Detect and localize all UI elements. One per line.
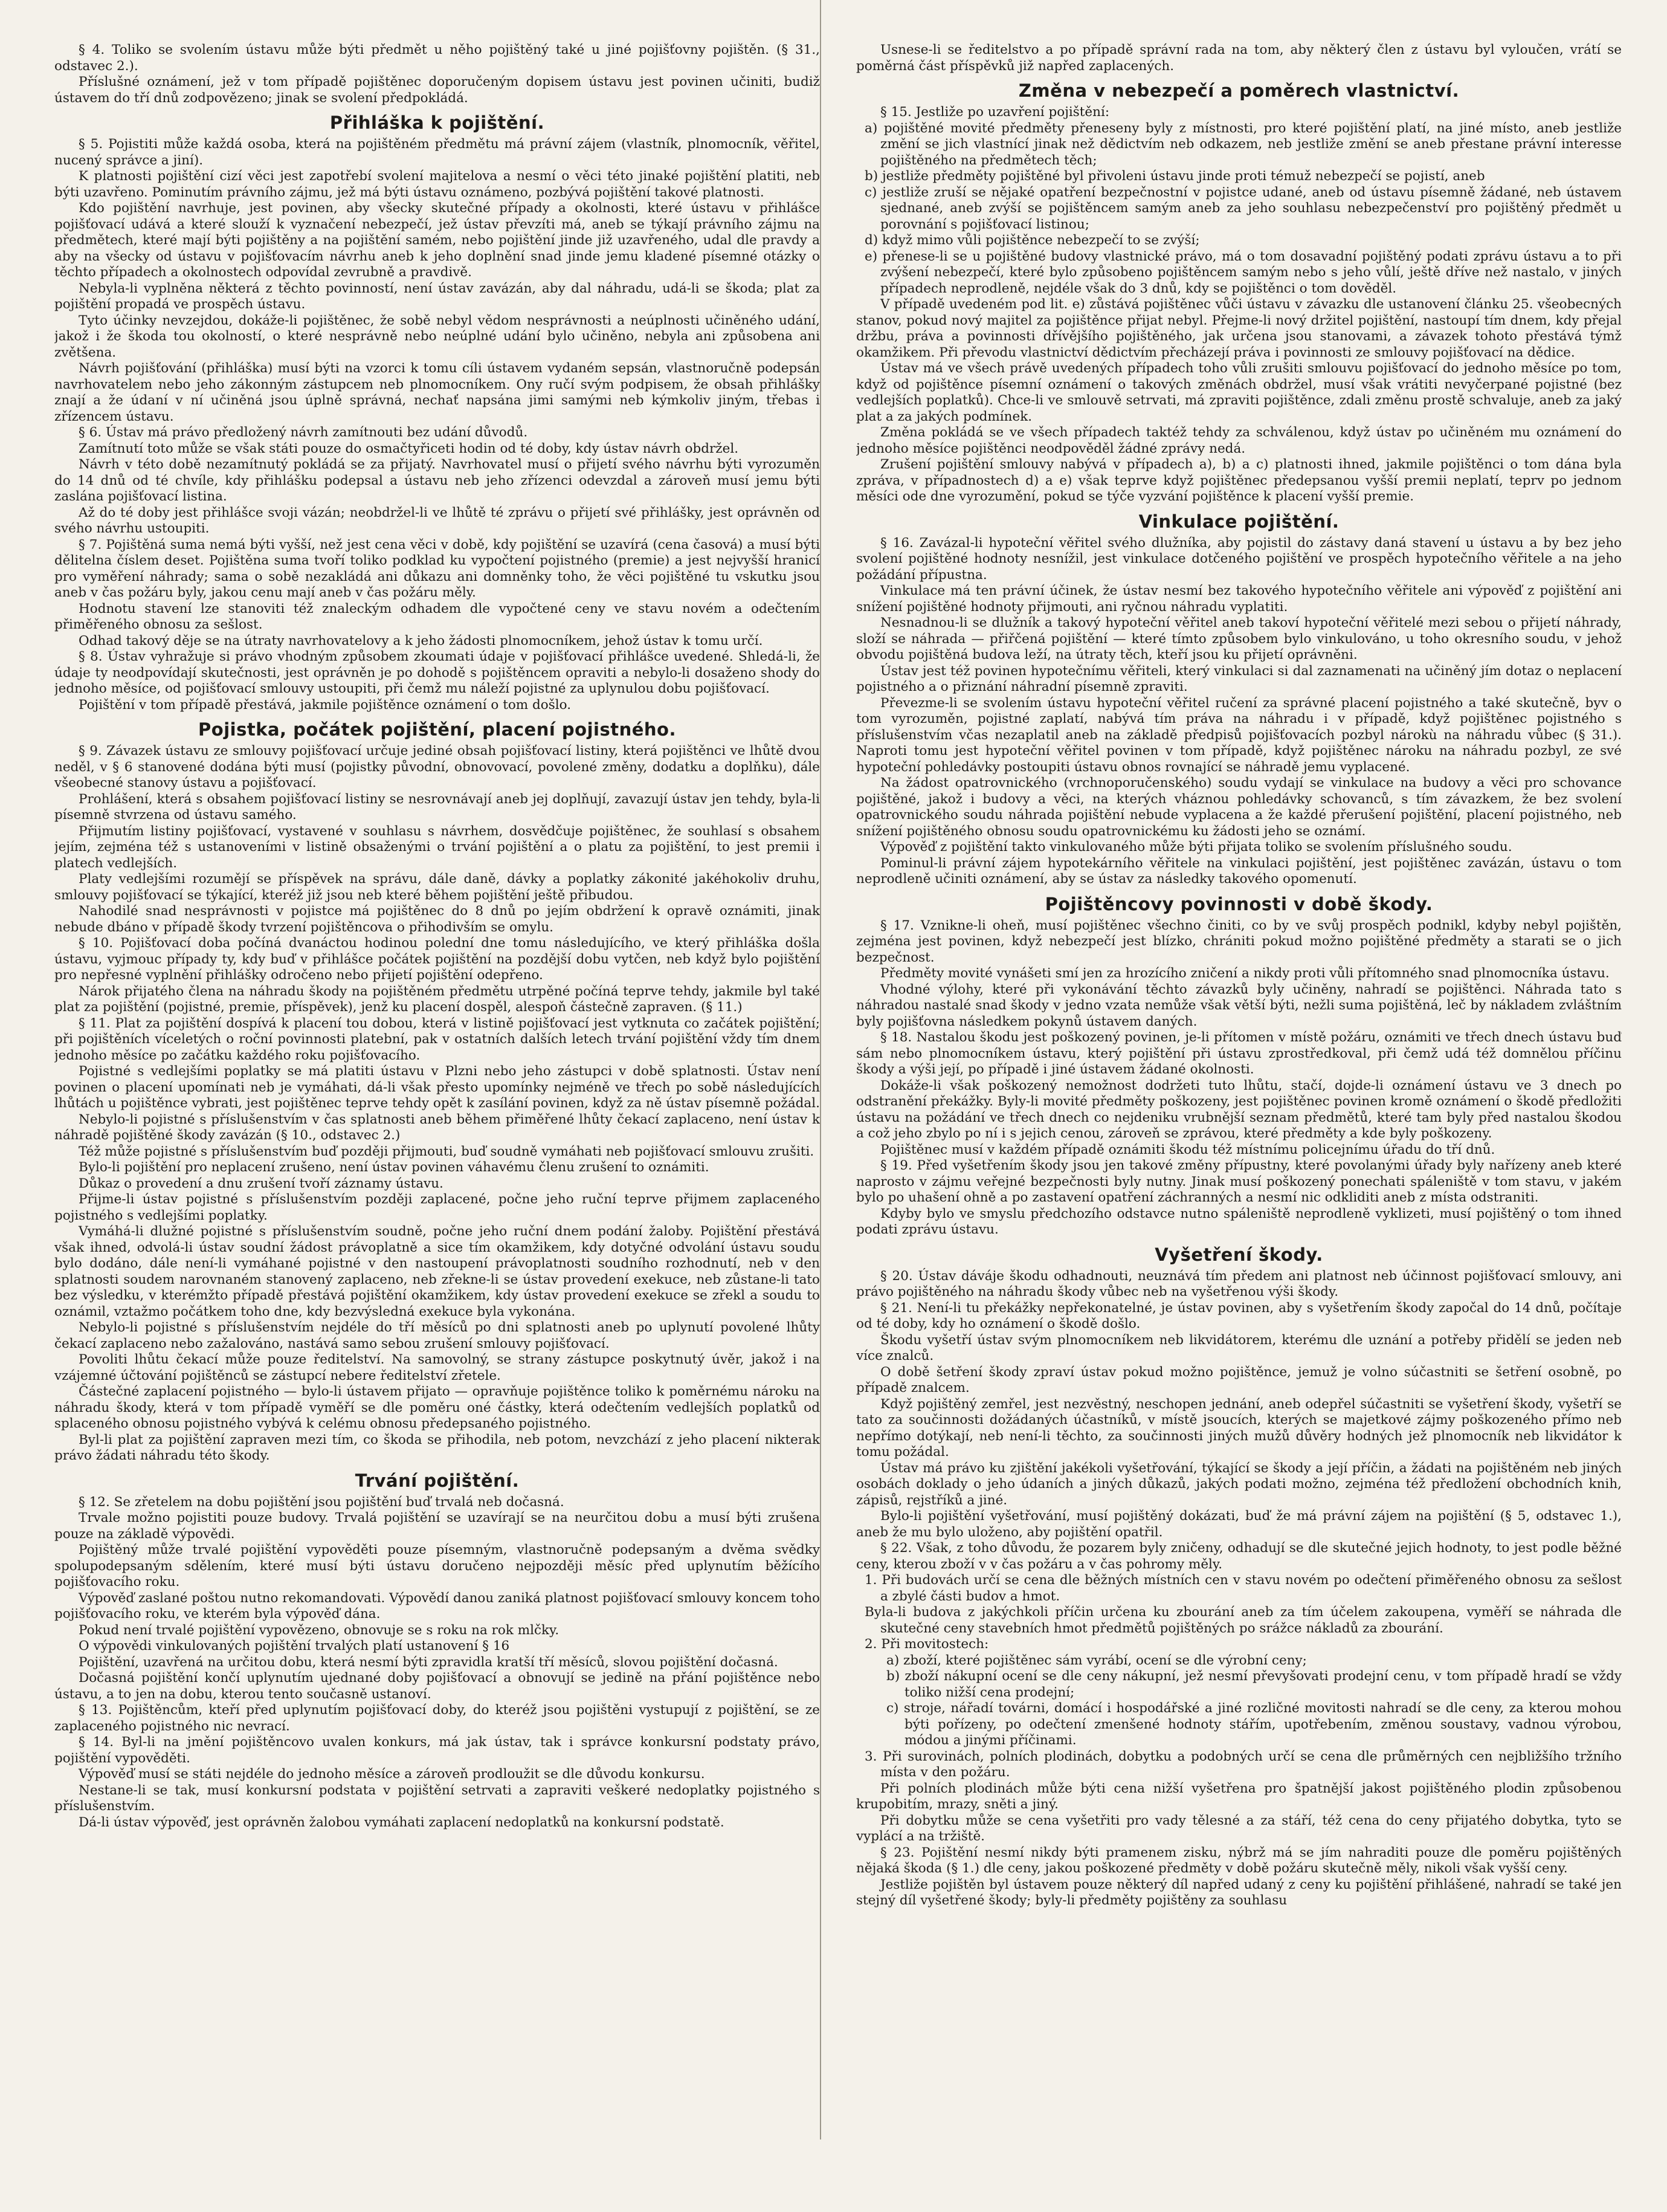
paragraph: Nebylo-li pojistné s příslušenstvím v čas splatnosti aneb během přiměřené lhůty čekací zaplaceno, není ústav k náhradě pojištěné škody zavázán (§ 10., odstavec 2.) [54,1111,820,1143]
paragraph: Dočasná pojištění končí uplynutím ujednané doby pojišťovací a obnovují se jedině na přání pojištěnce nebo ústavu, a to jen na dobu, kterou tento současně ustanoví. [54,1670,820,1702]
section-vysetreni-skody [856,1244,1622,1909]
paragraph: Jestliže pojištěn byl ústavem pouze některý díl napřed udaný z ceny ku pojištění přihlášené, nahradí se také jen stejný díl vyšetřené škody; byly-li předměty pojištěny za souhlasu [856,1877,1622,1908]
paragraph: Kdo pojištění navrhuje, jest povinen, aby všecky skutečné případy a okolnosti, které ústavu v přihlášce pojišťovací udává a které slouží k vyznačení nebezpečí, jež ústav převzíti má, aneb se týkají právního zájmu na předmětech, které mají býti pojištěny a na pojištění samém, nebo pojištění jinde již uzavřeného, udal dle pravdy a aby na všecky od ústavu v pojišťovacím návrhu aneb k jeho doplnění snad jinde jemu kladené písemné otázky o těchto případech a okolnostech odpovídal zevrubně a pravdivě. [54,201,820,280]
left-column [54,42,820,2182]
list-item: c) stroje, nářadí továrni, domácí i hospodářské a jiné rozličné movitosti nahradí se dle ceny, za kterou mohou býti pořízeny, po odečtení zmenšené hodnoty stářím, upotřebením, změnou soustavy, vadnou výrobou, módou a jinými příčinami. [886,1701,1622,1748]
section-continuation [856,42,1622,74]
document-page [54,42,1622,2182]
paragraph: V případě uvedeném pod lit. e) zůstává pojištěnec vůči ústavu v závazku dle ustanovení článku 25. všeobecných stanov, pokud nový majitel za pojištěnce přijat nebyl. Přejme-li nový držitel pojištění, nastoupí tím dnem, kdy přejal držbu, práva a povinnosti dřívějšího pojištěného, jak určena jsou stanovami, a závazek tohoto přestává týmž okamžikem. Při převodu vlastnictví dědictvím přecházejí práva i povinnosti ze smlouvy pojišťovací na dědice. [856,297,1622,360]
list-item: a) pojištěné movité předměty přeneseny byly z místnosti, pro které pojištění platí, na jiné místo, aneb jestliže změní se jich vlastnící jinak než dědictvím neb odkazem, neb jestliže změní se aneb přestane právní interesse pojištěného na předmětech těch; [865,120,1622,168]
paragraph: Výpověď zaslané poštou nutno rekomandovati. Výpovědí danou zaniká platnost pojišťovací smlouvy koncem toho pojišťovacího roku, ve kterém byla výpověď dána. [54,1590,820,1622]
paragraph: Až do té doby jest přihlášce svoji vázán; neobdržel-li ve lhůtě té zprávu o přijetí své přihlášky, jest oprávněn od svého návrhu ustoupiti. [54,505,820,536]
paragraph: § 17. Vznikne-li oheň, musí pojištěnec všechno činiti, co by ve svůj prospěch podnikl, kdyby nebyl pojištěn, zejména jest povinen, když nebezpečí jest blízko, chrániti pokud možno pojištěné předměty a starati se o jich bezpečnost. [856,917,1622,965]
paragraph: Na žádost opatrovnického (vrchnoporučenského) soudu vydají se vinkulace na budovy a věci pro schovance pojištěné, jakož i budovy a věci, na kterých vháznou pohledávky schovanců, s tím závazkem, že bez svolení opatrovnického soudu náhrada pojištění nebude vyplacena a že každé přerušení pojištění, placení pojistného, neb snížení pojištěného obnosu soudu opatrovnickému ku žádosti jeho se oznámí. [856,775,1622,839]
list-item: a) zboží, které pojištěnec sám vyrábí, ocení se dle výrobní ceny; [886,1652,1307,1668]
paragraph: Pojištění v tom případě přestává, jakmile pojištěnce oznámení o tom došlo. [79,697,572,713]
paragraph: § 5. Pojistiti může každá osoba, která na pojištěném předmětu má právní zájem (vlastník, plnomocník, věřitel, nucený správce a jiní). [54,137,820,168]
paragraph: Při polních plodinách může býti cena nižší vyšetřena pro špatnější jakost pojištěného plodin způsobenou krupobitím, mrazy, sněti a jiný. [856,1780,1622,1812]
paragraph: Přijmutím listiny pojišťovací, vystavené v souhlasu s návrhem, dosvědčuje pojištěnec, že souhlasí s obsahem jejím, zejména též s ustanoveními v listině obsaženými o trvání pojištění a o platu za pojištění, to jest premii i platech vedlejších. [54,823,820,871]
paragraph: § 14. Byl-li na jmění pojištěncovo uvalen konkurs, má jak ústav, tak i správce konkursní podstaty právo, pojištění vypověděti. [54,1735,820,1766]
right-column [856,42,1622,2182]
paragraph: Výpověď musí se státi nejdéle do jednoho měsíce a zároveň prodloužit se dle důvodu konkursu. [79,1767,705,1782]
section-continuation [54,42,820,106]
paragraph: Byl-li plat za pojištění zapraven mezi tím, co škoda se přihodila, neb potom, nevzchází z jeho placení nikterak právo žádati náhradu této škody. [54,1432,820,1463]
paragraph: Přijme-li ústav pojistné s příslušenstvím později zaplacené, počne jeho ruční teprve přijmem zaplaceného pojistného s vedlejšími poplatky. [54,1192,820,1223]
section-heading: Pojištěncovy povinnosti v době škody. [1045,893,1433,914]
paragraph: Při dobytku může se cena vyšetřiti pro vady tělesné a za stáří, též cena do ceny přijatého dobytka, tyto se vyplácí a na tržiště. [856,1813,1622,1844]
paragraph: Pojištění, uzavřená na určitou dobu, která nesmí býti zpravidla kratší tří měsíců, slovou pojištění dočasná. [79,1654,778,1670]
paragraph: Částečné zaplacení pojistného — bylo-li ústavem přijato — opravňuje pojištěnce toliko k poměrnému nároku na náhradu škody, která v tom případě vyměří se dle poměru oné částky, která odečtením vedlejších poplatků od splaceného obnosu pojistného vybývá k celému obnosu předepsaného pojistného. [54,1384,820,1431]
paragraph: Usnese-li se ředitelstvo a po případě správní rada na tom, aby některý člen z ústavu byl vyloučen, vrátí se poměrná část příspěvků již napřed zaplacených. [856,42,1622,74]
paragraph: § 16. Zavázal-li hypoteční věřitel svého dlužníka, aby pojistil do zástavy daná stavení u ústavu a by bez jeho svolení pojištěné hodnoty nesnížil, jest vinkulace dotčeného pojištění ve prospěch hypotečního věřitele a na jeho požádání přípustna. [856,535,1622,583]
paragraph: § 15. Jestliže po uzavření pojištění: [880,105,1110,120]
paragraph: Tyto účinky nevzejdou, dokáže-li pojištěnec, že sobě nebyl vědom nesprávnosti a neúplnosti učiněného udání, jakož i že škoda tou okolností, o které nesprávně nebo neúplné udání bylo učiněno, nebyla ani způsobena ani zvětšena. [54,312,820,360]
paragraph: Odhad takový děje se na útraty navrhovatelovy a k jeho žádosti plnomocníkem, jehož ústav k tomu určí. [79,633,763,648]
list-item: e) přenese-li se u pojištěné budovy vlastnické právo, má o tom dosavadní pojištěný podati zprávu ústavu a to při zvýšení nebezpečí, které bylo způsobeno pojištěncem samým nebo s jeho vůlí, ještě dříve než nastalo, v jiných případech neprodleně, nejdéle však do 3 dnů, kdy se pojištěnci o tom dověděl. [865,248,1622,296]
paragraph: Dá-li ústav výpověď, jest oprávněn žalobou vymáhati zaplacení nedoplatků na konkursní podstatě. [79,1814,724,1830]
paragraph: § 12. Se zřetelem na dobu pojištění jsou pojištění buď trvalá neb dočasná. [79,1494,564,1510]
paragraph: K platnosti pojištění cizí věci jest zapotřebí svolení majitelova a nesmí o věci této jinaké pojištění platiti, neb býti uzavřeno. Pominutím právního zájmu, jež má býti ústavu oznámeno, pozbývá pojištění takové platnosti. [54,169,820,200]
list-item: c) jestliže zruší se nějaké opatření bezpečnostní v pojistce udané, aneb od ústavu písemně žádané, neb ústavem sjednané, aneb zvýší se pojištěncem samým aneb za jeho souhlasu nebezpečenství pro pojištěný předmět u porovnání s pojišťovací listinou; [865,184,1622,232]
list-item: 3. Při surovinách, polních plodinách, dobytku a podobných určí se cena dle průměrných cen nejbližšího tržního místa v den požáru. [865,1748,1622,1780]
paragraph: O době šetření škody zpraví ústav pokud možno pojištěnce, jemuž je volno súčastniti se šetření osobně, po případě znalcem. [856,1364,1622,1395]
paragraph: § 7. Pojištěná suma nemá býti vyšší, než jest cena věci v době, kdy pojištění se uzavírá (cena časová) a musí býti dělitelna číslem deset. Pojištěna suma tvoří toliko podklad ku vypočtení pojistného (premie) a jest nejvyšší hranicí pro vyměření náhrady; sama o sobě nezakládá ani důkazu ani domněnky toho, že věci pojištěné tu vskutku jsou aneb v čas požáru byly, jakou cenu mají aneb v čas požáru měly. [54,537,820,600]
paragraph: § 11. Plat za pojištění dospívá k placení tou dobou, která v listině pojišťovací jest vytknuta co začátek pojištění; při pojištěních víceletých o roční povinnosti platební, pak v ostatních dalších letech trvání pojištění vždy tím dnem jednoho měsíce po začátku každého roku pojišťovacího. [54,1015,820,1063]
paragraph: O výpovědi vinkulovaných pojištění trvalých platí ustanovení § 16 [79,1638,510,1654]
paragraph: Vymáhá-li dlužné pojistné s příslušenstvím soudně, počne jeho ruční dnem podání žaloby. Pojištění přestává však ihned, odvolá-li ústav soudní žádost právoplatně a sice tím okamžikem, kdy dotyčné odvolání ústavu soudu bylo dodáno, dále není-li vymáhané pojistné v den nastoupení právoplatnosti soudního rozhodnutí, neb v den splatnosti soudem narovnaném stanovený zaplaceno, neb zřekne-li se ústav provedení exekuce, neb zůstane-li tato bez výsledku, v kterémžto případě přestává pojištění okamžikem, kdy ústav provedení exekuce se zřekl a soudu to oznámil, vztažmo počátkem toho dne, kdy bezvýsledná exekuce byla vykonána. [54,1224,820,1319]
paragraph: Návrh pojišťování (přihláška) musí býti na vzorci k tomu cíli ústavem vydaném sepsán, vlastnoručně podepsán navrhovatelem nebo jeho zákonným zástupcem neb plnomocníkem. Ony ručí svým podpisem, že obsah přihlášky znají a že údaní v ní učiněná jsou úplně správná, nechať napsána jimi samými neb kýmkoliv jiným, třebas i zřízencem ústavu. [54,361,820,424]
list-item: b) jestliže předměty pojištěné byl přivoleni ústavu jinde proti témuž nebezpečí se pojistí, aneb [865,169,1485,184]
paragraph: Škodu vyšetří ústav svým plnomocníkem neb likvidátorem, kterému dle uznání a potřeby přidělí se jeden neb více znalců. [856,1332,1622,1363]
paragraph: Zrušení pojištění smlouvy nabývá v případech a), b) a c) platnosti ihned, jakmile pojištěnci o tom dána byla zpráva, v případnostech d) a e) však teprve když pojištěnec předepsanou vyšší premii neplatí, teprv po jednom měsíci ode dne vyrozumění, pokud se týče vyzvání pojištěnce k placení vyšší premie. [856,457,1622,504]
paragraph: Pojistné s vedlejšími poplatky se má platiti ústavu v Plzni nebo jeho zástupci v době splatnosti. Ústav není povinen o placení upomínati neb je vymáhati, dá-li však přesto upomínky nejméně ve třech po sobě následujících lhůtách u pojištěnce vybrati, jest pojištěnec teprve tehdy opět k zasílání povinen, když za ně ústav písemně požádal. [54,1064,820,1111]
column-divider [820,0,821,2139]
paragraph: Nesnadnou-li se dlužník a takový hypoteční věřitel aneb takoví hypoteční věřitelé mezi sebou o přijetí náhrady, složí se náhrada — přiřčená pojištění — které tímto způsobem bylo vinkulováno, u toho okresního soudu, v jehož obvodu pojištěná budova leží, na útraty těch, kteří jsou ku přijetí oprávněni. [856,615,1622,662]
paragraph: § 18. Nastalou škodu jest poškozený povinen, je-li přítomen v místě požáru, oznámiti ve třech dnech ústavu buď sám nebo plnomocníkem ústavu, který pojištění při ústavu zprostředkoval, při čemž udá též domnělou příčinu škody a výši její, po případě i jiné ústavem žádané okolnosti. [856,1030,1622,1077]
section-heading: Přihláška k pojištění. [329,112,545,133]
paragraph: Bylo-li pojištění pro neplacení zrušeno, není ústav povinen váhavému členu zrušení to oznámiti. [79,1160,709,1175]
paragraph: Hodnotu stavení lze stanoviti též znaleckým odhadem dle vypočtené ceny ve stavu novém a odečtením přiměřeného obnosu za sešlost. [54,601,820,632]
section-heading: Trvání pojištění. [355,1470,520,1491]
paragraph: § 23. Pojištění nesmí nikdy býti pramenem zisku, nýbrž má se jím nahraditi pouze dle poměru pojištěných nějaká škoda (§ 1.) dle ceny, jakou poškozené předměty v době požáru skutečně měly, nikoli však vyšší ceny. [856,1845,1622,1876]
paragraph: Bylo-li pojištění vyšetřování, musí pojištěný dokázati, buď že má právní zájem na pojištění (§ 5, odstavec 1.), aneb že mu bylo uloženo, aby pojištění opatřil. [856,1509,1622,1540]
paragraph: Pojištěnec musí v každém případě oznámiti škodu též místnímu policejnímu úřadu do tří dnů. [880,1142,1495,1157]
paragraph: Vhodné výlohy, které při vykonávání těchto závazků byly učiněny, nahradí se pojištěnci. Náhrada tato s náhradou nastalé snad škody v jedno vzata nemůže však větší býti, nežli suma pojištěná, leč by nákladem zvláštním byly pojišťovna následkem pokynů ústavem daných. [856,981,1622,1029]
section-heading: Vyšetření škody. [1155,1244,1323,1265]
paragraph: § 19. Před vyšetřením škody jsou jen takové změny přípustny, které povolanými úřady byly nařízeny aneb které naprosto v zájmu veřejné bezpečnosti byly nutny. Jinak musí poškozený ponechati spáleniště v tom stavu, v jakém bylo po uhašení ohně a po zastavení opatření záchranných a nesmí nic odkliditi aneb z místa odstraniti. [856,1158,1622,1205]
paragraph: Pokud není trvalé pojištění vypovězeno, obnovuje se s roku na rok mlčky. [79,1622,559,1638]
paragraph: § 10. Pojišťovací doba počíná dvanáctou hodinou polední dne tomu následujícího, ve který přihláška došla ústavu, vyjmouc případy ty, kdy buď v přihlášce počátek pojištění na pozdější dobu vytčen, neb když bylo pojištění pro nepřesné vyplnění přihlášky odročeno nebo přijetí pojištění odepřeno. [54,936,820,983]
paragraph: Návrh v této době nezamítnutý pokládá se za přijatý. Navrhovatel musí o přijetí svého návrhu býti vyrozuměn do 14 dnů od té chvíle, kdy přihlášku podepsal a ústavu neb jeho zřízenci odevzdal a zároveň musí jemu býti zaslána pojišťovací listina. [54,457,820,504]
paragraph: Nebylo-li pojistné s příslušenstvím nejdéle do tří měsíců po dni splatnosti aneb po uplynutí povolené lhůty čekací zaplaceno nebo zažalováno, nastává samo sebou zrušení smlouvy pojišťovací. [54,1320,820,1351]
paragraph: § 8. Ústav vyhražuje si právo vhodným způsobem zkoumati údaje v pojišťovací přihlášce uvedené. Shledá-li, že údaje ty neodpovídají skutečnosti, jest oprávněn je po dohodě s pojištěncem opraviti a nebylo-li dosaženo shody do jednoho měsíce, od pojišťovací smlouvy ustoupiti, při čemž mu náleží pojistné za uplynulou dobu pojišťovací. [54,649,820,696]
section-heading: Vinkulace pojištění. [1138,511,1340,532]
section-pojistka-pocatek-pojisteni-placeni-pojistneho [54,719,820,1464]
paragraph: Předměty movité vynášeti smí jen za hrozícího zničení a nikdy proti vůli přítomného snad plnomocníka ústavu. [880,966,1610,981]
paragraph: Prohlášení, která s obsahem pojišťovací listiny se nesrovnávají aneb jej doplňují, zavazují ústav jen tehdy, byla-li písemně stvrzena od ústavu samého. [54,791,820,823]
section-zmena-v-nebezpeci-a-pomerech-vlastnictvi [856,80,1622,505]
paragraph: Změna pokládá se ve všech případech taktéž tehdy za schválenou, když ústav po učiněném mu oznámení do jednoho měsíce pojištěnci neodpověděl žádné zprávy nedá. [856,425,1622,456]
section-prihlaska-k-pojisteni [54,112,820,713]
paragraph: Nárok přijatého člena na náhradu škody na pojištěném předmětu utrpěné počíná teprve tehdy, jakmile byl také plat za pojištění (pojistné, premie, příspěvek), jenž ku placení dospěl, alespoň částečně zapraven. (§ 11.) [54,983,820,1015]
paragraph: § 13. Pojištěncům, kteří před uplynutím pojišťovací doby, do kteréž jsou pojištěni vystupují z pojištění, se ze zaplaceného pojistného nic nevrací. [54,1703,820,1734]
paragraph: Výpověď z pojištění takto vinkulovaného může býti přijata toliko se svolením příslušného soudu. [880,839,1512,855]
paragraph: Ústav jest též povinen hypotečnímu věřiteli, který vinkulaci si dal zaznamenati na učiněný jím dotaz o neplacení pojistného a o přiznání náhradní písemně zpraviti. [856,663,1622,694]
list-item: d) když mimo vůli pojištěnce nebezpečí to se zvýší; [865,233,1200,248]
paragraph: § 20. Ústav dáváje škodu odhadnouti, neuznává tím předem ani platnost neb účinnost pojišťovací smlouvy, ani právo pojištěného na náhradu škody vůbec neb na vyšetřenou výši škody. [856,1268,1622,1299]
section-heading: Změna v nebezpečí a poměrech vlastnictví. [1018,80,1460,101]
list-item: 2. Při movitostech: [865,1637,989,1652]
paragraph: § 21. Není-li tu překážky nepřekonatelné, je ústav povinen, aby s vyšetřením škody započal do 14 dnů, počítaje od té doby, kdy ho oznámení o škodě došlo. [856,1300,1622,1331]
paragraph: Kdyby bylo ve smyslu předchozího odstavce nutno spáleniště neprodleně vyklizeti, musí pojištěný o tom ihned podati zprávu ústavu. [856,1206,1622,1237]
paragraph: Pominul-li právní zájem hypotekárního věřitele na vinkulaci pojištění, jest pojištěnec zavázán, ústavu o tom neprodleně učiniti oznámení, aby se ústav za následky takového opomenutí. [856,855,1622,887]
paragraph: Platy vedlejšími rozumějí se příspěvek na správu, dále daně, dávky a poplatky zákonité jakéhokoliv druhu, smlouvy pojišťovací se týkající, kteréž již jsou neb které během pojištění ještě přibudou. [54,872,820,903]
section-pojistencovy-povinnosti-v-dobe-skody [856,894,1622,1238]
paragraph: Nebyla-li vyplněna některá z těchto povinností, není ústav zavázán, aby dal náhradu, udá-li se škoda; plat za pojištění propadá ve prospěch ústavu. [54,280,820,312]
paragraph: Též může pojistné s příslušenstvím buď později přijmouti, buď soudně vymáhati neb pojišťovací smlouvu zrušiti. [79,1143,814,1159]
list-item: 1. Při budovách určí se cena dle běžných místních cen v stavu novém po odečtení přiměřeného obnosu za sešlost a zbylé části budov a hmot. [865,1573,1622,1604]
paragraph: Převezme-li se svolením ústavu hypoteční věřitel ručení za správné placení pojistného a také skutečně, byv o tom vyrozuměn, pojistné zaplatí, nabývá tím práva na náhradu i v případě, když pojištěnec pojistného s příslušenstvím včas nezaplatil aneb na základě předpisů pojišťovacích pozbyl nárokù na náhradu vůbec (§ 31.). Naproti tomu jest hypoteční věřitel povinen v tom případě, když pojištěnec nároku na náhradu pozbyl, ze své hypoteční pohledávky postoupiti ústavu obnos rovnající se náhradě jemu vyplacené. [856,695,1622,775]
paragraph: Povoliti lhůtu čekací může pouze ředitelství. Na samovolný, se strany zástupce poskytnutý úvěr, jakož i na vzájemné účtování pojištěnců se zástupcí nebere ředitelství zřetele. [54,1352,820,1383]
list-item: Byla-li budova z jakýchkoli příčin určena ku zbourání aneb za tím účelem zakoupena, vyměří se náhrada dle skutečné ceny stavebních hmot předmětů pojištěných po srážce nákladů za zbourání. [865,1605,1622,1636]
section-vinkulace-pojisteni [856,511,1622,888]
paragraph: Ústav má ve všech právě uvedených případech toho vůli zrušiti smlouvu pojišťovací do jednoho měsíce po tom, když od pojištěnce písemní oznámení o takových změnách obdržel, musí však vrátiti nevyčerpané pojistné (bez vedlejších poplatků). Chce-li ve smlouvě setrvati, má zpraviti pojištěnce, zdali změnu prostě schvaluje, aneb za jaký plat a za jakých podmínek. [856,361,1622,424]
paragraph: Nahodilé snad nesprávnosti v pojistce má pojištěnec do 8 dnů po jejím obdržení k opravě oznámiti, jinak nebude dbáno v případě škody tvrzení pojištěncova o přihodivším se omylu. [54,904,820,935]
paragraph: Důkaz o provedení a dnu zrušení tvoří záznamy ústavu. [79,1176,443,1191]
paragraph: Vinkulace má ten právní účinek, že ústav nesmí bez takového hypotečního věřitele ani výpověď z pojištění ani snížení pojištěné hodnoty přijmouti, ani ryčnou náhradu vyplatiti. [856,583,1622,615]
paragraph: § 9. Závazek ústavu ze smlouvy pojišťovací určuje jediné obsah pojišťovací listiny, která pojištěnci ve lhůtě dvou neděl, v § 6 stanovené dodána býti musí (pojistky původní, obnovovací, povolené změny, dodatku a doplňku), dále všeobecné stanovy ústavu a pojišťovací. [54,743,820,791]
paragraph: Ústav má právo ku zjištění jakékoli vyšetřování, týkající se škody a její příčin, a žádati na pojištěném neb jiných osobách doklady o jeho údaních a jiných důkazů, jakých podati možno, zejména též předložení obchodních knih, zápisů, rejstříků a jiné. [856,1460,1622,1508]
paragraph: Když pojištěný zemřel, jest nezvěstný, neschopen jednání, aneb odepřel súčastniti se vyšetření škody, vyšetří se tato za součinnosti dožádaných účastníků, v místě jsoucích, kterých se majetkové zájmy poškozeného přímo neb nepřímo dotýkají, neb není-li těchto, za součinnosti jiných mužů důvěry hodných jež plnomocník neb likvidátor k tomu požádal. [856,1396,1622,1460]
paragraph: Příslušné oznámení, jež v tom případě pojištěnec doporučeným dopisem ústavu jest povinen učiniti, budiž ústavem do tří dnů zodpovězeno; jinak se svolení předpokládá. [54,74,820,106]
paragraph: § 4. Toliko se svolením ústavu může býti předmět u něho pojištěný také u jiné pojišťovny pojištěn. (§ 31., odstavec 2.). [54,42,820,74]
paragraph: § 22. Však, z toho důvodu, že pozarem byly zničeny, odhadují se dle skutečné jejich hodnoty, to jest podle běžné ceny, kterou zboží v v čas požáru a v čas pohromy měly. [856,1541,1622,1572]
paragraph: Pojištěný může trvalé pojištění vypověděti pouze písemným, vlastnoručně podepsaným a dvěma svědky spolupodepsaným sdělením, které musí býti ústavu doručeno nejpozději měsíc před uplynutím běžícího pojišťovacího roku. [54,1542,820,1589]
paragraph: § 6. Ústav má právo předložený návrh zamítnouti bez udání důvodů. [79,425,528,440]
list-item: b) zboží nákupní ocení se dle ceny nákupní, jež nesmí převyšovati prodejní cenu, v tom případě hradí se vždy toliko nižší cena prodejní; [886,1669,1622,1700]
section-trvani-pojisteni [54,1470,820,1831]
section-heading: Pojistka, počátek pojištění, placení pojistného. [198,719,676,740]
paragraph: Dokáže-li však poškozený nemožnost dodržeti tuto lhůtu, stačí, dojde-li oznámení ústavu ve 3 dnech po odstranění překážky. Byly-li movité předměty poškozeny, jest pojištěnec povinen kromě oznámení o škodě předložiti ústavu na požádání ve třech dnech co nejdeniku vrubnější seznam předmětů, které tam byly před nastalou škodou a což jeho zbylo po ní i s jejich cenou, zároveň se zprávou, které předměty a kde byly poškozeny. [856,1078,1622,1141]
paragraph: Zamítnutí toto může se však státi pouze do osmačtyřiceti hodin od té doby, kdy ústav návrh obdržel. [79,441,739,456]
paragraph: Trvale možno pojistiti pouze budovy. Trvalá pojištění se uzavírají se na neurčitou dobu a musí býti zrušena pouze na základě výpovědi. [54,1510,820,1542]
paragraph: Nestane-li se tak, musí konkursní podstata v pojištění setrvati a zapraviti veškeré nedoplatky pojistného s příslušenstvím. [54,1782,820,1814]
